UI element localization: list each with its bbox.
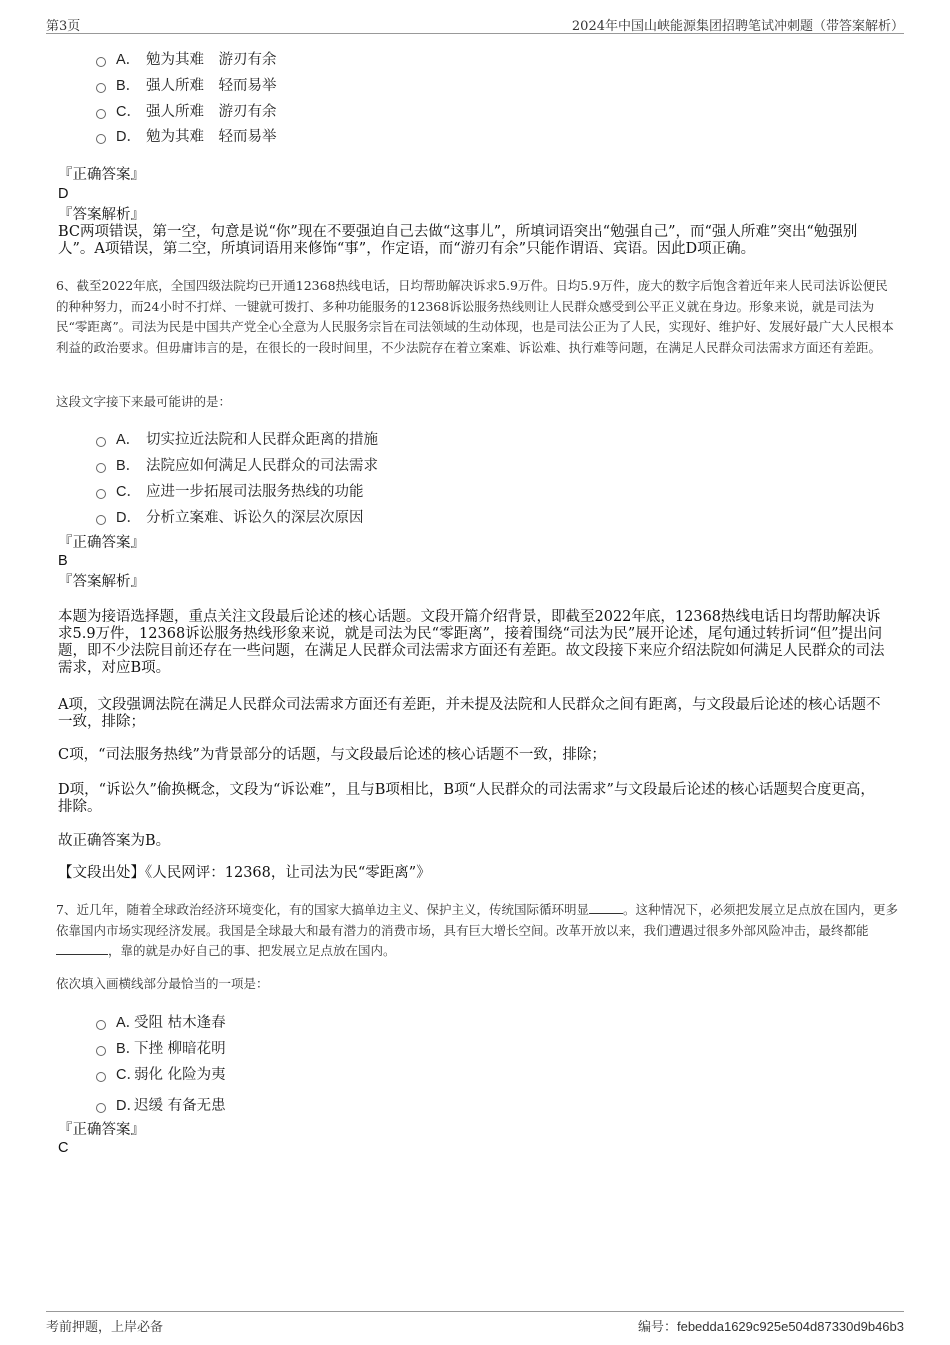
q7-option-d[interactable]: D．迟缓 有备无患 [96,1094,226,1115]
q6-option-c[interactable]: C． 应进一步拓展司法服务热线的功能 [96,480,364,501]
q5-answer-label: 『正确答案』 [58,167,145,183]
q6-answer-label: 『正确答案』 [58,535,145,551]
fill-blank [589,901,623,914]
q6-option-a[interactable]: A． 切实拉近法院和人民群众距离的措施 [96,428,378,449]
q6-stem: 6、截至2022年底，全国四级法院均已开通12368热线电话，日均帮助解决诉求5.9万件。日均5.9万件，庞大的数字后饱含着近年来人民司法诉讼便民的种种努力，而24小时不打烊、一键就可拨打、多种功能服务的12368诉讼服务热线则让人民群众感受到公平正义就在身边。形象来说，就是司法为民“零距离”。司法为民是中国共产党全心全意为人民服务宗旨在司法领域的生动体现，也是司法公正为了人民，实现好、维护好、发展好最广大人民根本利益的政治要求。但毋庸讳言的是，在很长的一段时间里，不少法院存在着立案难、诉讼难、执行难等问题，在满足人民群众司法需求方面还有差距。 [56,278,894,355]
radio-icon[interactable] [96,1046,106,1056]
q5-analysis: BC两项错误，第一空，句意是说“你”现在不要强迫自己去做“这事儿”，所填词语突出“勉强自己”，而“强人所难”突出“勉强别人”。A项错误，第二空，所填词语用来修饰“事”，作定语，而“游刃有余”只能作谓语、宾语。因此D项正确。 [58,224,858,257]
source-label: 【文段出处】 [58,865,145,881]
q5-option-c[interactable]: C． 强人所难 游刃有余 [96,100,277,121]
q7-option-c[interactable]: C．弱化 化险为夷 [96,1063,226,1084]
q6-analysis-label: 『答案解析』 [58,574,145,590]
q5-option-d[interactable]: D． 勉为其难 轻而易举 [96,125,277,146]
q6-source [58,865,888,882]
footer-slogan: 考前押题，上岸必备 [46,1320,164,1335]
page-number: 第3页 [46,19,81,34]
fill-blank [56,942,108,955]
q5-analysis-label: 『答案解析』 [58,207,145,223]
radio-icon[interactable] [96,515,106,525]
page-header [46,13,904,34]
q6-answer: B [58,553,68,569]
radio-icon[interactable] [96,1103,106,1113]
radio-icon[interactable] [96,489,106,499]
source-text: 《人民网评：12368，让司法为民“零距离”》 [145,865,431,881]
q7-option-a[interactable]: A．受阻 枯木逢春 [96,1011,226,1032]
radio-icon[interactable] [96,437,106,447]
q7-answer: C [58,1140,69,1156]
radio-icon[interactable] [96,463,106,473]
radio-icon[interactable] [96,1072,106,1082]
q5-option-b[interactable]: B． 强人所难 轻而易举 [96,74,277,95]
q6-analysis-paragraph: C项，“司法服务热线”为背景部分的话题，与文段最后论述的核心话题不一致，排除； [58,747,606,763]
q6-analysis-paragraph: A项，文段强调法院在满足人民群众司法需求方面还有差距，并未提及法院和人民群众之间有距离，与文段最后论述的核心话题不一致，排除； [58,697,881,730]
q6-question: 这段文字接下来最可能讲的是： [56,394,232,409]
document-title: 2024年中国山峡能源集团招聘笔试冲刺题（带答案解析） [571,19,904,34]
q7-option-b[interactable]: B．下挫 柳暗花明 [96,1037,226,1058]
radio-icon[interactable] [96,134,106,144]
q5-option-a[interactable]: A． 勉为其难 游刃有余 [96,48,277,69]
q7-answer-label: 『正确答案』 [58,1122,145,1138]
radio-icon[interactable] [96,83,106,93]
q6-option-b[interactable]: B． 法院应如何满足人民群众的司法需求 [96,454,378,475]
document-code: 编号：febedda1629c925e504d87330d9b46b3 [637,1319,904,1334]
q6-analysis-paragraph: D项，“诉讼久”偷换概念，文段为“诉讼难”，且与B项相比，B项“人民群众的司法需求”与文段最后论述的核心话题契合度更高，排除。 [58,782,875,815]
q6-option-d[interactable]: D． 分析立案难、诉讼久的深层次原因 [96,506,364,527]
q6-analysis-paragraph: 本题为接语选择题，重点关注文段最后论述的核心话题。文段开篇介绍背景，即截至2022年底，12368热线电话日均帮助解决诉求5.9万件，12368诉讼服务热线形象来说，就是司法为民“零距离”，接着围绕“司法为民”展开论述，尾句通过转折词“但”提出问题，即不少法院目前还存在一些问题，在满足人民群众司法需求方面还有差距。故文段接下来应介绍法院如何满足人民群众的司法需求，对应B项。 [58,609,885,676]
q5-answer: D [58,186,69,202]
page-footer [46,1311,904,1334]
q7-question: 依次填入画横线部分最恰当的一项是： [56,976,269,991]
radio-icon[interactable] [96,1020,106,1030]
q6-analysis-paragraph: 故正确答案为B。 [58,833,171,849]
radio-icon[interactable] [96,109,106,119]
q7-stem: 7、近几年，随着全球政治经济环境变化，有的国家大搞单边主义、保护主义，传统国际循环明显 。这种情况下，必须把发展立足点放在国内，更多依靠国内市场实现经济发展。我国是全球最大和最有潜力的消费市场，具有巨大增长空间。改革开放以来，我们遭遇过很多外部风险冲击，最终都能，靠的就是办好自己的事、把发展立足点放在国内。 [56,902,898,958]
radio-icon[interactable] [96,57,106,67]
